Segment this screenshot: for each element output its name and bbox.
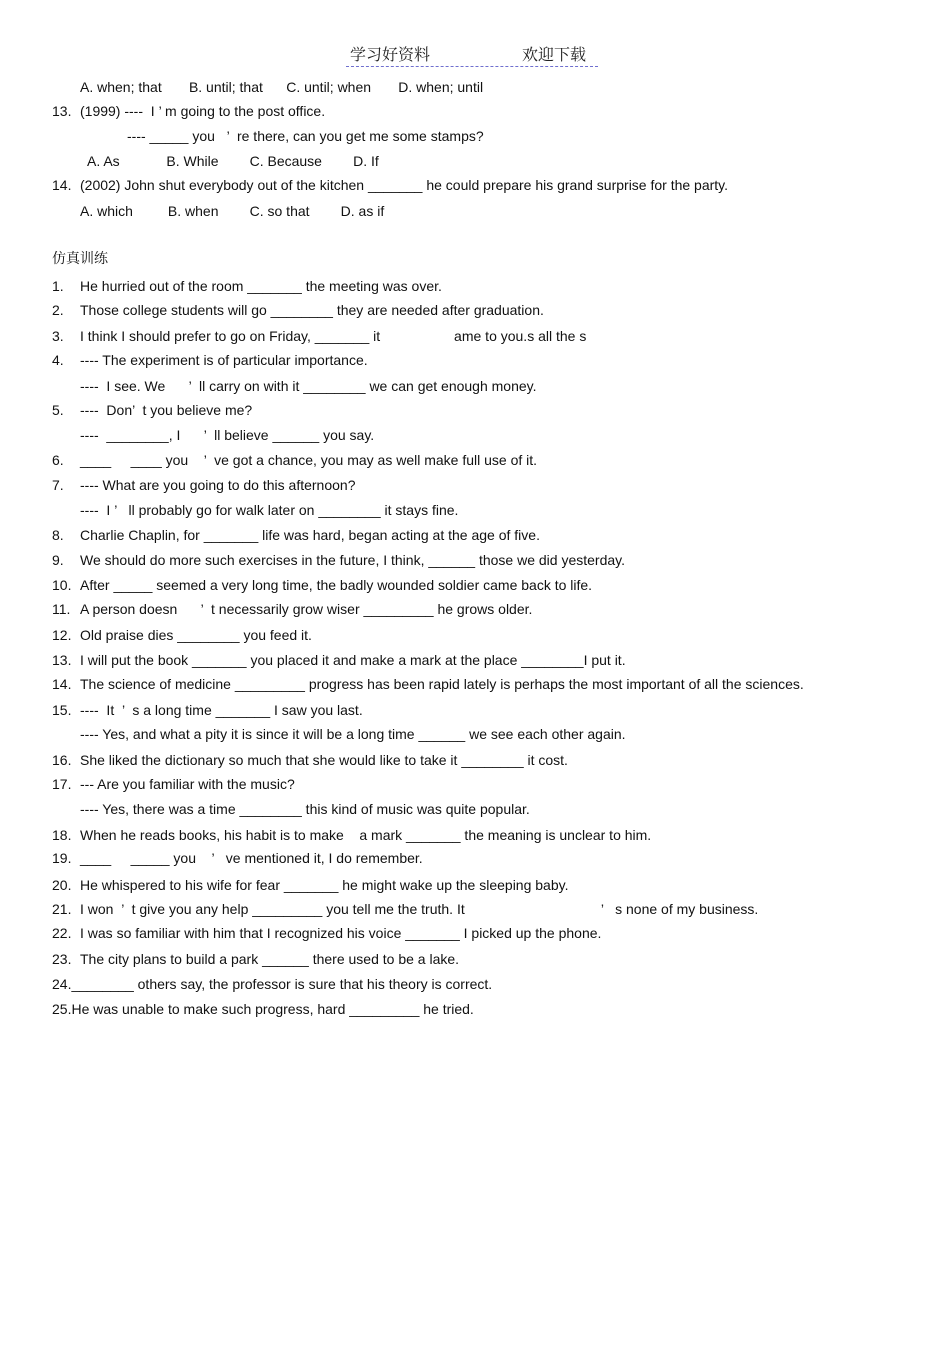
exercise-line: He hurried out of the room _______ the meeting was over. bbox=[80, 278, 442, 294]
item-number: 20. bbox=[52, 877, 72, 893]
exercise-line: I think I should prefer to go on Friday, _______ it ame to you.s all the s bbox=[80, 328, 587, 344]
exercise-line: ---- I ’ ll probably go for walk later on ________ it stays fine. bbox=[80, 502, 459, 518]
item-number: 16. bbox=[52, 752, 72, 768]
item-number: 14. bbox=[52, 177, 72, 193]
page-header bbox=[346, 42, 598, 67]
exercise-line: A person doesn ’ t necessarily grow wiser _________ he grows older. bbox=[80, 601, 533, 617]
item-number: 8. bbox=[52, 527, 64, 543]
exercise-line: ---- The experiment is of particular importance. bbox=[80, 352, 368, 368]
item-number: 3. bbox=[52, 328, 64, 344]
item-number: 4. bbox=[52, 352, 64, 368]
exercise-line: ____ _____ you ’ ve mentioned it, I do remember. bbox=[80, 850, 423, 866]
exercise-line: When he reads books, his habit is to make a mark _______ the meaning is unclear to him. bbox=[80, 827, 652, 843]
exercise-line: Old praise dies ________ you feed it. bbox=[80, 627, 312, 643]
item-number: 14. bbox=[52, 676, 72, 692]
exercise-line: ---- _____ you ’ re there, can you get me some stamps? bbox=[127, 128, 484, 144]
exercise-line: A. when; that B. until; that C. until; when D. when; until bbox=[80, 79, 484, 95]
exercise-line: We should do more such exercises in the future, I think, ______ those we did yesterday. bbox=[80, 552, 626, 568]
exercise-line: The science of medicine _________ progress has been rapid lately is perhaps the most important of all the sciences. bbox=[80, 676, 804, 692]
item-number: 13. bbox=[52, 652, 72, 668]
exercise-line: ---- ________, I ’ ll believe ______ you say. bbox=[80, 427, 375, 443]
exercise-line: The city plans to build a park ______ there used to be a lake. bbox=[80, 951, 460, 967]
item-number: 19. bbox=[52, 850, 72, 866]
item-number: 15. bbox=[52, 702, 72, 718]
item-number: 10. bbox=[52, 577, 72, 593]
exercise-line: I was so familiar with him that I recognized his voice _______ I picked up the phone. bbox=[80, 925, 602, 941]
exercise-line: (2002) John shut everybody out of the kitchen _______ he could prepare his grand surprise for the party. bbox=[80, 177, 729, 193]
exercise-line: --- Are you familiar with the music? bbox=[80, 776, 295, 792]
exercise-line: 25.He was unable to make such progress, hard _________ he tried. bbox=[52, 1001, 474, 1017]
item-number: 17. bbox=[52, 776, 72, 792]
exercise-line: ---- What are you going to do this afternoon? bbox=[80, 477, 356, 493]
item-number: 2. bbox=[52, 302, 64, 318]
exercise-line: A. As B. While C. Because D. If bbox=[87, 153, 379, 169]
exercise-line: ____ ____ you ’ ve got a chance, you may as well make full use of it. bbox=[80, 452, 538, 468]
section-title: 仿真训练 bbox=[52, 251, 108, 267]
exercise-line: ---- I see. We ’ ll carry on with it ________ we can get enough money. bbox=[80, 378, 537, 394]
exercise-line: ---- Yes, there was a time ________ this kind of music was quite popular. bbox=[80, 801, 530, 817]
item-number: 6. bbox=[52, 452, 64, 468]
item-number: 22. bbox=[52, 925, 72, 941]
exercise-line: Those college students will go ________ they are needed after graduation. bbox=[80, 302, 544, 318]
exercise-line: ---- It ’ s a long time _______ I saw you last. bbox=[80, 702, 363, 718]
item-number: 18. bbox=[52, 827, 72, 843]
item-number: 7. bbox=[52, 477, 64, 493]
exercise-line: Charlie Chaplin, for _______ life was hard, began acting at the age of five. bbox=[80, 527, 540, 543]
item-number: 1. bbox=[52, 278, 64, 294]
exercise-line: She liked the dictionary so much that she would like to take it ________ it cost. bbox=[80, 752, 568, 768]
item-number: 21. bbox=[52, 901, 72, 917]
item-number: 23. bbox=[52, 951, 72, 967]
exercise-line: I will put the book _______ you placed it and make a mark at the place ________I put it. bbox=[80, 652, 626, 668]
item-number: 5. bbox=[52, 402, 64, 418]
header-left-text: 学习好资料 bbox=[350, 45, 431, 64]
item-number: 11. bbox=[52, 601, 71, 617]
exercise-line: ---- Don’ t you believe me? bbox=[80, 402, 253, 418]
exercise-line: (1999) ---- I ’ m going to the post office. bbox=[80, 103, 326, 119]
exercise-line: ---- Yes, and what a pity it is since it will be a long time ______ we see each other again. bbox=[80, 726, 626, 742]
header-right-text: 欢迎下载 bbox=[522, 45, 587, 64]
exercise-line: After _____ seemed a very long time, the badly wounded soldier came back to life. bbox=[80, 577, 593, 593]
exercise-line: 24.________ others say, the professor is sure that his theory is correct. bbox=[52, 976, 493, 992]
item-number: 13. bbox=[52, 103, 72, 119]
exercise-line: He whispered to his wife for fear _______ he might wake up the sleeping baby. bbox=[80, 877, 569, 893]
exercise-line: I won ’ t give you any help _________ you tell me the truth. It ’ s none of my business. bbox=[80, 901, 759, 917]
item-number: 9. bbox=[52, 552, 64, 568]
exercise-line: A. which B. when C. so that D. as if bbox=[80, 203, 385, 219]
item-number: 12. bbox=[52, 627, 72, 643]
